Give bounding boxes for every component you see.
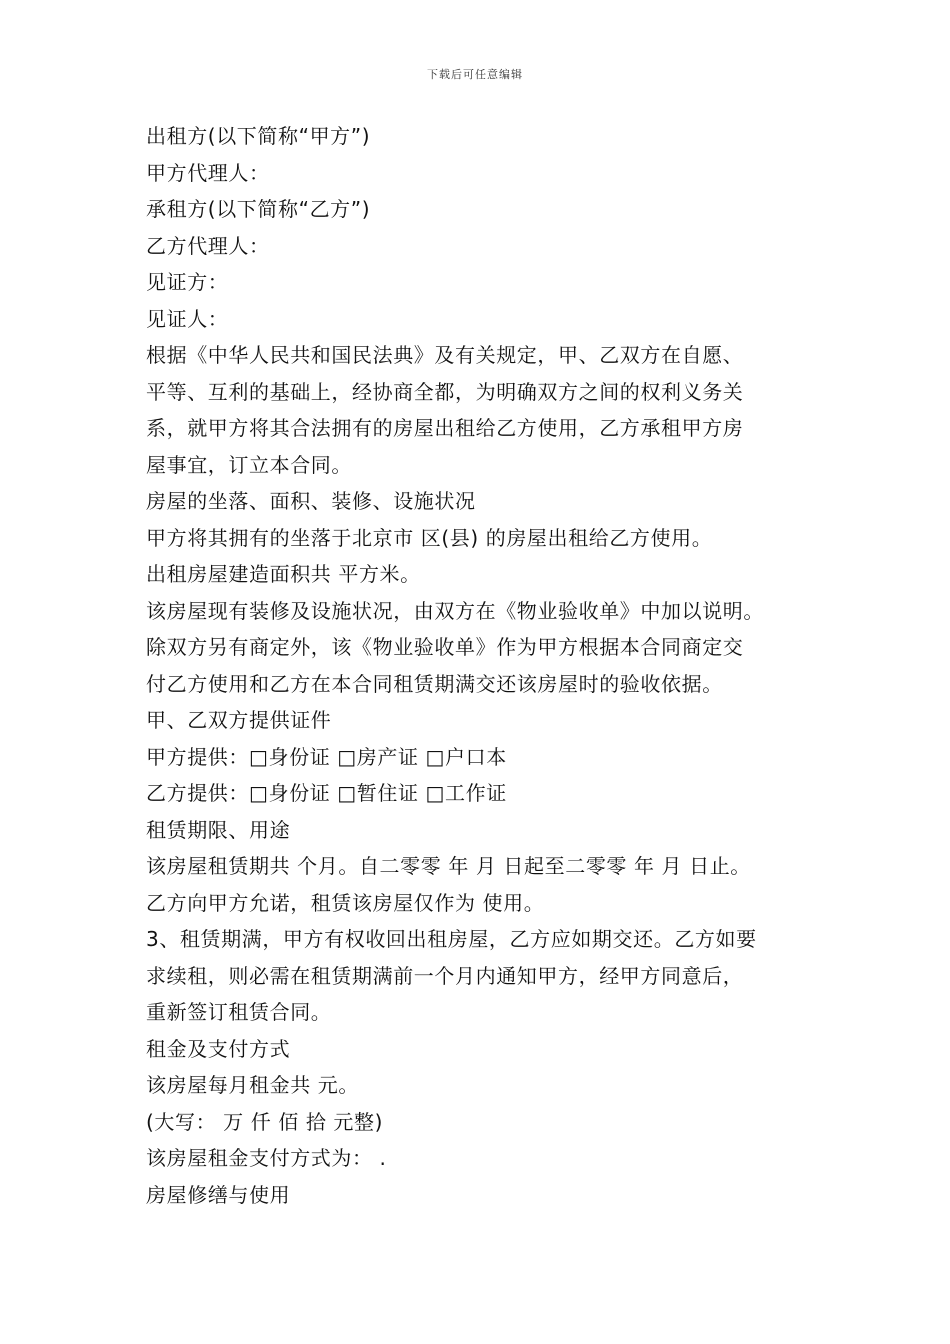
text-line: 该房屋现有装修及设施状况，由双方在《物业验收单》中加以说明。 bbox=[146, 598, 764, 623]
text-line: 出租房屋建造面积共 平方米。 bbox=[146, 562, 421, 586]
section-heading: 甲、乙双方提供证件 bbox=[146, 708, 332, 732]
text-line: 甲方将其拥有的坐落于北京市 区(县) 的房屋出租给乙方使用。 bbox=[146, 525, 713, 550]
text-line: 求续租，则必需在租赁期满前一个月内通知甲方，经甲方同意后， bbox=[146, 963, 744, 988]
text-line: 见证方： bbox=[146, 270, 229, 294]
section-heading: 租金及支付方式 bbox=[146, 1036, 291, 1061]
text-line: 见证人： bbox=[146, 306, 229, 331]
text-line: 平等、互利的基础上，经协商全都，为明确双方之间的权利义务关 bbox=[146, 379, 744, 404]
text-line: 甲方代理人： bbox=[146, 160, 270, 185]
text-line: 重新签订租赁合同。 bbox=[146, 1000, 332, 1024]
text-line: 3、租赁期满，甲方有权收回出租房屋，乙方应如期交还。乙方如要 bbox=[146, 927, 757, 951]
page-header: 下载后可任意编辑 bbox=[427, 68, 523, 81]
text-line: 该房屋每月租金共 元。 bbox=[146, 1073, 359, 1097]
text-line: 付乙方使用和乙方在本合同租赁期满交还该房屋时的验收依据。 bbox=[146, 671, 723, 696]
text-line: 乙方提供：□身份证 □暂住证 □工作证 bbox=[146, 781, 507, 805]
text-line: 乙方向甲方允诺，租赁该房屋仅作为 使用。 bbox=[146, 890, 545, 915]
section-heading: 租赁期限、用途 bbox=[146, 817, 291, 842]
text-line: 该房屋租赁期共 个月。自二零零 年 月 日起至二零零 年 月 日止。 bbox=[146, 854, 751, 878]
text-line: 该房屋租金支付方式为： . bbox=[146, 1146, 387, 1170]
text-line: 甲方提供：□身份证 □房产证 □户口本 bbox=[146, 744, 507, 769]
text-line: 出租方(以下简称“甲方”) bbox=[146, 124, 371, 148]
text-line: 承租方(以下简称“乙方”) bbox=[146, 197, 371, 221]
text-line: 除双方另有商定外，该《物业验收单》作为甲方根据本合同商定交 bbox=[146, 635, 744, 659]
section-heading: 房屋的坐落、面积、装修、设施状况 bbox=[146, 489, 476, 513]
text-line: (大写： 万 仟 佰 拾 元整) bbox=[146, 1109, 383, 1134]
text-line: 系，就甲方将其合法拥有的房屋出租给乙方使用，乙方承租甲方房 bbox=[146, 416, 744, 440]
text-line: 屋事宜，订立本合同。 bbox=[146, 452, 352, 477]
section-heading: 房屋修缮与使用 bbox=[146, 1182, 291, 1207]
text-line: 根据《中华人民共和国民法典》及有关规定，甲、乙双方在自愿、 bbox=[146, 343, 744, 367]
document-body bbox=[146, 118, 836, 1213]
text-line: 乙方代理人： bbox=[146, 233, 270, 258]
